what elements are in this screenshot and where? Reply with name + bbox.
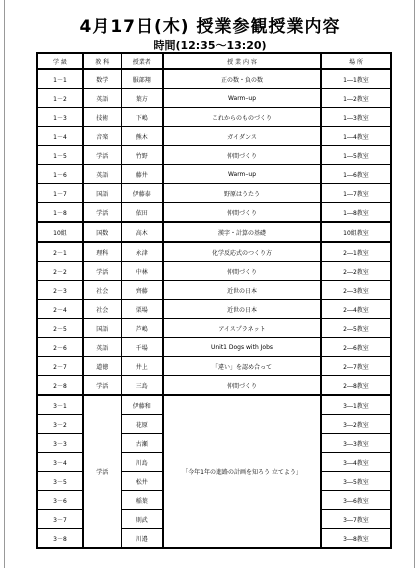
teacher-cell: 永津 <box>121 242 163 262</box>
subject-cell: 学活 <box>83 262 121 281</box>
class-cell: 3－5 <box>37 472 83 491</box>
class-cell: 2－1 <box>37 242 83 262</box>
content-cell: 「今年1年の進路の計画を知ろう 立てよう」 <box>163 395 321 548</box>
teacher-cell: 千場 <box>121 338 163 357</box>
table-row <box>37 395 391 415</box>
teacher-cell: 竹野 <box>121 146 163 165</box>
content-cell: 仲間づくり <box>163 262 321 281</box>
place-cell: 2―4教室 <box>321 300 391 319</box>
class-cell: 1－8 <box>37 203 83 223</box>
subject-cell: 英語 <box>83 89 121 108</box>
class-cell: 1－6 <box>37 165 83 184</box>
content-cell: ガイダンス <box>163 127 321 146</box>
teacher-cell: 齊藤 <box>121 281 163 300</box>
schedule-body <box>37 69 391 548</box>
place-cell: 1―2教室 <box>321 89 391 108</box>
subject-cell: 英語 <box>83 338 121 357</box>
teacher-cell: 藤井 <box>121 165 163 184</box>
place-cell: 1―7教室 <box>321 184 391 203</box>
place-cell: 1―5教室 <box>321 146 391 165</box>
teacher-cell: 葉方 <box>121 89 163 108</box>
content-cell: 仲間づくり <box>163 146 321 165</box>
place-cell: 1―6教室 <box>321 165 391 184</box>
class-cell: 2－6 <box>37 338 83 357</box>
table-row <box>37 319 391 338</box>
place-cell: 3―8教室 <box>321 529 391 549</box>
place-cell: 3―4教室 <box>321 453 391 472</box>
subject-cell: 社会 <box>83 300 121 319</box>
place-cell: 2―7教室 <box>321 357 391 376</box>
subject-cell: 国語 <box>83 184 121 203</box>
page-border-right <box>414 0 415 568</box>
class-cell: 3－6 <box>37 491 83 510</box>
table-row <box>37 300 391 319</box>
teacher-cell: 三島 <box>121 376 163 396</box>
header-class: 学 級 <box>37 53 83 69</box>
teacher-cell: 花原 <box>121 415 163 434</box>
table-row <box>37 184 391 203</box>
class-cell: 2－3 <box>37 281 83 300</box>
subject-cell: 理科 <box>83 242 121 262</box>
place-cell: 1―8教室 <box>321 203 391 223</box>
place-cell: 2―2教室 <box>321 262 391 281</box>
table-row <box>37 89 391 108</box>
header-place: 場 所 <box>321 53 391 69</box>
class-cell: 3－3 <box>37 434 83 453</box>
subject-cell: 学活 <box>83 146 121 165</box>
teacher-cell: 伊藤和 <box>121 395 163 415</box>
content-cell: Unit1 Dogs with Jobs <box>163 338 321 357</box>
place-cell: 2―8教室 <box>321 376 391 396</box>
subject-cell: 技術 <box>83 108 121 127</box>
subject-cell: 道徳 <box>83 357 121 376</box>
class-cell: 3－1 <box>37 395 83 415</box>
class-cell: 3－4 <box>37 453 83 472</box>
place-cell: 2―1教室 <box>321 242 391 262</box>
page-subtitle: 時間(12:35〜13:20) <box>153 39 267 52</box>
table-row <box>37 203 391 223</box>
place-cell: 3―2教室 <box>321 415 391 434</box>
teacher-cell: 松井 <box>121 472 163 491</box>
place-cell: 2―6教室 <box>321 338 391 357</box>
teacher-cell: 高木 <box>121 222 163 242</box>
table-row <box>37 242 391 262</box>
place-cell: 1―3教室 <box>321 108 391 127</box>
place-cell: 1―1教室 <box>321 69 391 89</box>
teacher-cell: 依田 <box>121 203 163 223</box>
place-cell: 2―3教室 <box>321 281 391 300</box>
page-title: 4月17日(木) 授業参観授業内容 <box>79 17 341 37</box>
subject-cell: 社会 <box>83 281 121 300</box>
teacher-cell: 服部翔 <box>121 69 163 89</box>
table-row <box>37 281 391 300</box>
class-cell: 1－7 <box>37 184 83 203</box>
class-cell: 2－4 <box>37 300 83 319</box>
subject-cell: 数学 <box>83 69 121 89</box>
content-cell: 近世の日本 <box>163 300 321 319</box>
content-cell: アイスプラネット <box>163 319 321 338</box>
subject-cell: 学活 <box>83 376 121 396</box>
teacher-cell: 則武 <box>121 510 163 529</box>
teacher-cell: 下嶋 <box>121 108 163 127</box>
class-cell: 1－1 <box>37 69 83 89</box>
subject-cell: 学活 <box>83 395 121 548</box>
teacher-cell: 川邉 <box>121 529 163 549</box>
content-cell: Warm–up <box>163 89 321 108</box>
subject-cell: 学活 <box>83 203 121 223</box>
place-cell: 3―3教室 <box>321 434 391 453</box>
subject-cell: 音楽 <box>83 127 121 146</box>
table-row <box>37 69 391 89</box>
teacher-cell: 中林 <box>121 262 163 281</box>
teacher-cell: 稲葉 <box>121 491 163 510</box>
class-cell: 1－3 <box>37 108 83 127</box>
subject-cell: 英語 <box>83 165 121 184</box>
table-row <box>37 222 391 242</box>
subject-cell: 国語 <box>83 319 121 338</box>
content-cell: Warm–up <box>163 165 321 184</box>
place-cell: 3―5教室 <box>321 472 391 491</box>
header-teacher: 授業者 <box>121 53 163 69</box>
table-row <box>37 108 391 127</box>
content-cell: これからのものづくり <box>163 108 321 127</box>
table-row <box>37 262 391 281</box>
class-cell: 2－8 <box>37 376 83 396</box>
class-cell: 2－2 <box>37 262 83 281</box>
content-cell: 漢字・計算の基礎 <box>163 222 321 242</box>
header-subject: 教 科 <box>83 53 121 69</box>
content-cell: 仲間づくり <box>163 376 321 396</box>
content-cell: 化学反応式のつくり方 <box>163 242 321 262</box>
content-cell: 仲間づくり <box>163 203 321 223</box>
schedule-table <box>36 52 392 549</box>
place-cell: 2―5教室 <box>321 319 391 338</box>
content-cell: 「違い」を認め合って <box>163 357 321 376</box>
table-row <box>37 338 391 357</box>
class-cell: 3－2 <box>37 415 83 434</box>
teacher-cell: 井上 <box>121 357 163 376</box>
class-cell: 2－5 <box>37 319 83 338</box>
teacher-cell: 熊木 <box>121 127 163 146</box>
place-cell: 10組教室 <box>321 222 391 242</box>
content-cell: 近世の日本 <box>163 281 321 300</box>
table-row <box>37 376 391 396</box>
teacher-cell: 栗場 <box>121 300 163 319</box>
class-cell: 10組 <box>37 222 83 242</box>
teacher-cell: 伊藤泰 <box>121 184 163 203</box>
subject-cell: 国数 <box>83 222 121 242</box>
table-row <box>37 127 391 146</box>
table-row <box>37 165 391 184</box>
header-row <box>37 53 391 69</box>
place-cell: 3―1教室 <box>321 395 391 415</box>
class-cell: 2－7 <box>37 357 83 376</box>
place-cell: 1―4教室 <box>321 127 391 146</box>
class-cell: 1－4 <box>37 127 83 146</box>
teacher-cell: 古瀬 <box>121 434 163 453</box>
place-cell: 3―6教室 <box>321 491 391 510</box>
place-cell: 3―7教室 <box>321 510 391 529</box>
page-border-left <box>4 0 5 568</box>
class-cell: 3－8 <box>37 529 83 549</box>
content-cell: 正の数・負の数 <box>163 69 321 89</box>
content-cell: 野原はうたう <box>163 184 321 203</box>
table-row <box>37 357 391 376</box>
header-content: 授 業 内 容 <box>163 53 321 69</box>
teacher-cell: 芦嶋 <box>121 319 163 338</box>
table-row <box>37 146 391 165</box>
class-cell: 1－5 <box>37 146 83 165</box>
class-cell: 1－2 <box>37 89 83 108</box>
teacher-cell: 川島 <box>121 453 163 472</box>
class-cell: 3－7 <box>37 510 83 529</box>
